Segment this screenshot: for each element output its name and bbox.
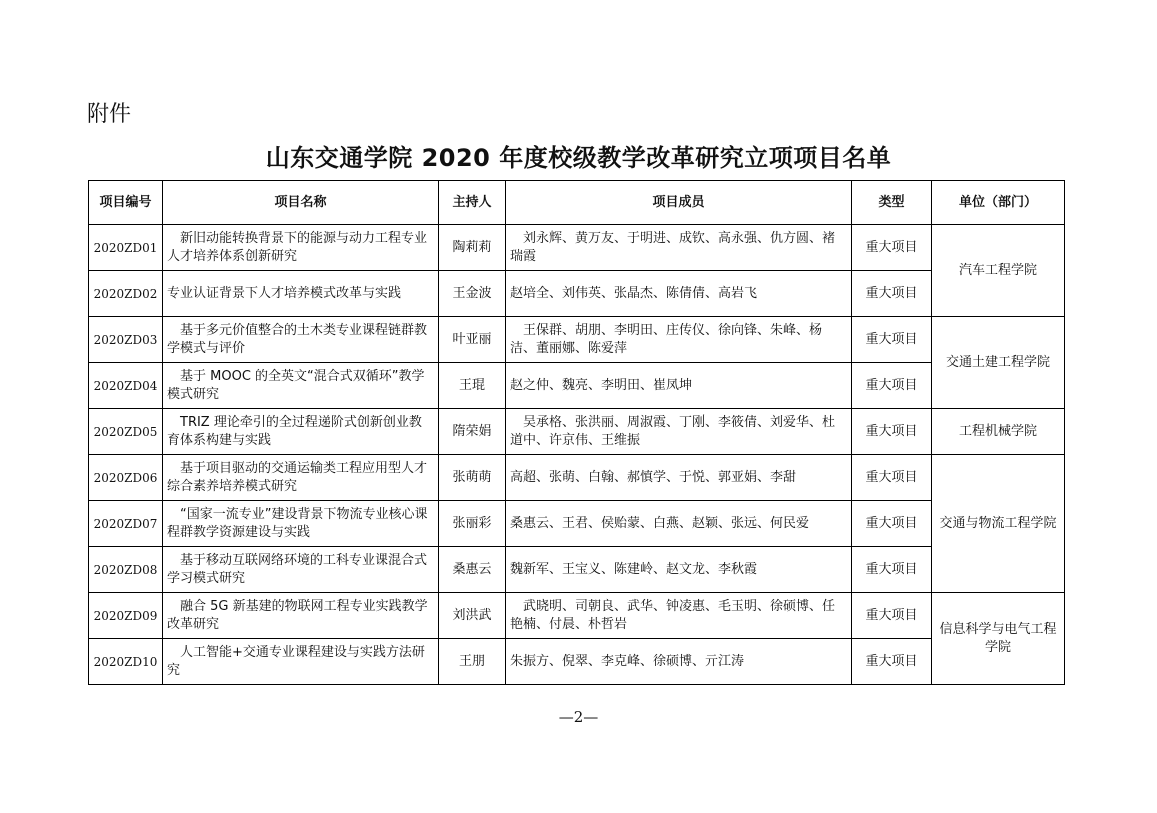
- header-unit: 单位（部门）: [932, 181, 1065, 225]
- cell-host: 隋荣娟: [439, 409, 506, 455]
- cell-unit: 交通与物流工程学院: [932, 455, 1065, 593]
- table-row: [89, 501, 1065, 547]
- cell-type: 重大项目: [852, 409, 932, 455]
- cell-name: “国家一流专业”建设背景下物流专业核心课程群教学资源建设与实践: [163, 501, 439, 547]
- cell-unit: 信息科学与电气工程学院: [932, 593, 1065, 685]
- cell-name: 基于多元价值整合的土木类专业课程链群教学模式与评价: [163, 317, 439, 363]
- cell-type: 重大项目: [852, 501, 932, 547]
- cell-name: TRIZ 理论牵引的全过程递阶式创新创业教育体系构建与实践: [163, 409, 439, 455]
- cell-type: 重大项目: [852, 639, 932, 685]
- cell-code: 2020ZD06: [89, 455, 163, 501]
- cell-host: 王金波: [439, 271, 506, 317]
- cell-name: 基于 MOOC 的全英文“混合式双循环”教学模式研究: [163, 363, 439, 409]
- cell-code: 2020ZD05: [89, 409, 163, 455]
- cell-name: 基于项目驱动的交通运输类工程应用型人才综合素养培养模式研究: [163, 455, 439, 501]
- cell-members: 魏新军、王宝义、陈建岭、赵文龙、李秋霞: [506, 547, 852, 593]
- cell-host: 叶亚丽: [439, 317, 506, 363]
- attachment-label: 附件: [87, 102, 132, 127]
- cell-members: 赵培全、刘伟英、张晶杰、陈倩倩、高岩飞: [506, 271, 852, 317]
- cell-host: 陶莉莉: [439, 225, 506, 271]
- table-row: [89, 271, 1065, 317]
- cell-host: 王朋: [439, 639, 506, 685]
- cell-name: 专业认证背景下人才培养模式改革与实践: [163, 271, 439, 317]
- cell-unit: 汽车工程学院: [932, 225, 1065, 317]
- cell-unit: 交通土建工程学院: [932, 317, 1065, 409]
- header-host: 主持人: [439, 181, 506, 225]
- cell-host: 王琨: [439, 363, 506, 409]
- table-row: [89, 547, 1065, 593]
- cell-name: 融合 5G 新基建的物联网工程专业实践教学改革研究: [163, 593, 439, 639]
- cell-type: 重大项目: [852, 225, 932, 271]
- cell-members: 高超、张萌、白翰、郝慎学、于悦、郭亚娟、李甜: [506, 455, 852, 501]
- cell-code: 2020ZD09: [89, 593, 163, 639]
- cell-code: 2020ZD07: [89, 501, 163, 547]
- cell-host: 桑惠云: [439, 547, 506, 593]
- cell-members: 王保群、胡朋、李明田、庄传仪、徐向锋、朱峰、杨洁、董丽娜、陈爱萍: [506, 317, 852, 363]
- cell-code: 2020ZD10: [89, 639, 163, 685]
- cell-name: 基于移动互联网络环境的工科专业课混合式学习模式研究: [163, 547, 439, 593]
- cell-code: 2020ZD04: [89, 363, 163, 409]
- table-row: [89, 593, 1065, 639]
- cell-code: 2020ZD02: [89, 271, 163, 317]
- cell-members: 刘永辉、黄万友、于明进、成钦、高永强、仇方圆、褚瑞霞: [506, 225, 852, 271]
- cell-name: 人工智能+交通专业课程建设与实践方法研究: [163, 639, 439, 685]
- project-table: [88, 180, 1065, 685]
- cell-type: 重大项目: [852, 593, 932, 639]
- header-code: 项目编号: [89, 181, 163, 225]
- cell-name: 新旧动能转换背景下的能源与动力工程专业人才培养体系创新研究: [163, 225, 439, 271]
- cell-members: 桑惠云、王君、侯贻蒙、白燕、赵颖、张远、何民爱: [506, 501, 852, 547]
- cell-members: 赵之仲、魏亮、李明田、崔凤坤: [506, 363, 852, 409]
- cell-host: 张萌萌: [439, 455, 506, 501]
- cell-members: 吴承格、张洪丽、周淑霞、丁刚、李筱倩、刘爱华、杜道中、许京伟、王维振: [506, 409, 852, 455]
- cell-members: 武晓明、司朝良、武华、钟凌惠、毛玉明、徐硕博、任艳楠、付晨、朴哲岩: [506, 593, 852, 639]
- table-row: [89, 409, 1065, 455]
- cell-code: 2020ZD03: [89, 317, 163, 363]
- header-type: 类型: [852, 181, 932, 225]
- table-header-row: [89, 181, 1065, 225]
- document-title: 山东交通学院 2020 年度校级教学改革研究立项项目名单: [265, 144, 892, 172]
- cell-type: 重大项目: [852, 455, 932, 501]
- cell-members: 朱振方、倪翠、李克峰、徐硕博、亓江涛: [506, 639, 852, 685]
- cell-host: 刘洪武: [439, 593, 506, 639]
- header-name: 项目名称: [163, 181, 439, 225]
- cell-code: 2020ZD08: [89, 547, 163, 593]
- table-row: [89, 317, 1065, 363]
- cell-type: 重大项目: [852, 317, 932, 363]
- cell-code: 2020ZD01: [89, 225, 163, 271]
- cell-host: 张丽彩: [439, 501, 506, 547]
- table-row: [89, 363, 1065, 409]
- cell-type: 重大项目: [852, 547, 932, 593]
- table-row: [89, 455, 1065, 501]
- cell-unit: 工程机械学院: [932, 409, 1065, 455]
- page-number: —2—: [558, 708, 599, 726]
- header-members: 项目成员: [506, 181, 852, 225]
- table-row: [89, 225, 1065, 271]
- cell-type: 重大项目: [852, 271, 932, 317]
- cell-type: 重大项目: [852, 363, 932, 409]
- table-row: [89, 639, 1065, 685]
